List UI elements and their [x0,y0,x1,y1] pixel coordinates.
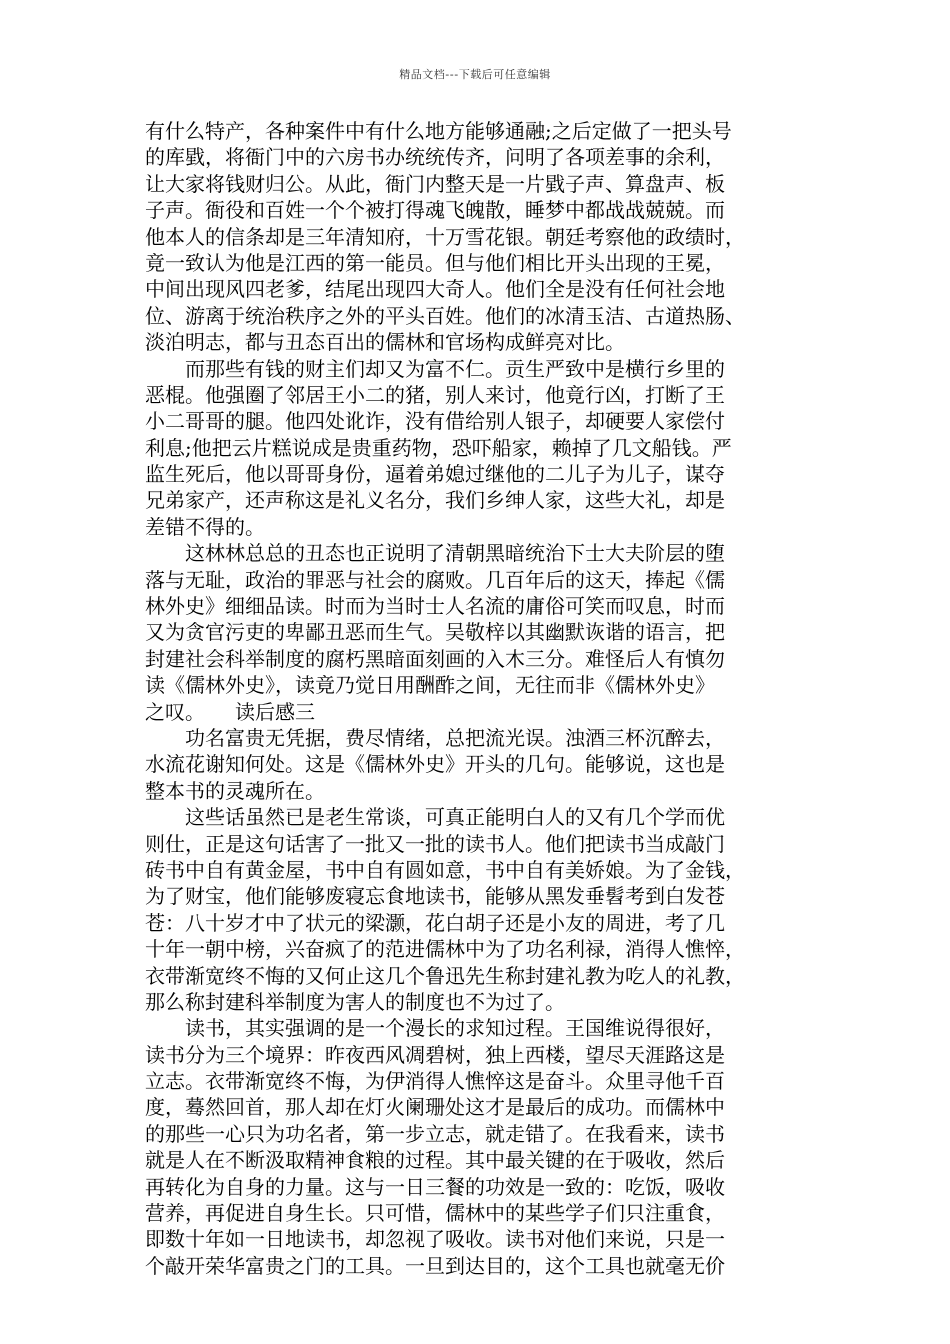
text-line: 子声。衙役和百姓一个个被打得魂飞魄散，睡梦中都战战兢兢。而 [145,198,725,223]
text-line: 为了财宝，他们能够废寝忘食地读书，能够从黑发垂髫考到白发苍 [145,884,725,909]
text-line: 十年一朝中榜，兴奋疯了的范进儒林中为了功名利禄，消得人憔悴， [145,937,745,962]
text-line: 监生死后，他以哥哥身份，逼着弟媳过继他的二儿子为儿子，谋夺 [145,462,725,487]
text-line: 度，蓦然回首，那人却在灯火阑珊处这才是最后的成功。而儒林中 [145,1095,725,1120]
text-line: 竟一致认为他是江西的第一能员。但与他们相比开头出现的王冕， [145,250,725,275]
text-line: 读书分为三个境界：昨夜西风凋碧树，独上西楼，望尽天涯路这是 [145,1042,725,1067]
text-line: 利息;他把云片糕说成是贵重药物，恐吓船家，赖掉了几文船钱。严 [145,435,732,460]
text-line: 这林林总总的丑态也正说明了清朝黑暗统治下士大夫阶层的堕 [145,541,725,566]
text-line: 又为贪官污吏的卑鄙丑恶而生气。吴敬梓以其幽默诙谐的语言，把 [145,620,725,645]
text-line: 读书，其实强调的是一个漫长的求知过程。王国维说得很好， [145,1016,725,1041]
text-line: 这些话虽然已是老生常谈，可真正能明白人的又有几个学而优 [145,805,725,830]
text-line: 营养，再促进自身生长。只可惜，儒林中的某些学子们只注重食， [145,1201,725,1226]
text-line: 个敲开荣华富贵之门的工具。一旦到达目的，这个工具也就毫无价 [145,1253,725,1278]
text-line: 兄弟家产，还声称这是礼义名分，我们乡绅人家，这些大礼，却是 [145,488,725,513]
text-line: 小二哥哥的腿。他四处讹诈，没有借给别人银子，却硬要人家偿付 [145,409,725,434]
text-line: 落与无耻，政治的罪恶与社会的腐败。几百年后的这天，捧起《儒 [145,567,725,592]
text-line: 立志。衣带渐宽终不悔，为伊消得人憔悴这是奋斗。众里寻他千百 [145,1069,725,1094]
text-line: 即数十年如一日地读书，却忽视了吸收。读书对他们来说，只是一 [145,1227,725,1252]
body-text [145,118,827,1279]
text-line: 林外史》细细品读。时而为当时士人名流的庸俗可笑而叹息，时而 [145,594,725,619]
text-line: 水流花谢知何处。这是《儒林外史》开头的几句。能够说，这也是 [145,752,725,777]
text-line: 封建社会科举制度的腐朽黑暗面刻画的入木三分。难怪后人有慎勿 [145,646,725,671]
text-line: 差错不得的。 [145,514,265,539]
text-line: 而那些有钱的财主们却又为富不仁。贡生严致中是横行乡里的 [145,356,725,381]
text-line: 就是人在不断汲取精神食粮的过程。其中最关键的在于吸收，然后 [145,1148,725,1173]
page-header: 精品文档---下载后可任意编辑 [399,68,551,81]
text-line: 的那些一心只为功名者，第一步立志，就走错了。在我看来，读书 [145,1121,725,1146]
text-line: 那么称封建科举制度为害人的制度也不为过了。 [145,989,565,1014]
text-line: 恶棍。他强圈了邻居王小二的猪，别人来讨，他竟行凶，打断了王 [145,382,725,407]
text-line: 砖书中自有黄金屋，书中自有圆如意，书中自有美娇娘。为了金钱， [145,857,745,882]
text-line: 再转化为自身的力量。这与一日三餐的功效是一致的：吃饭，吸收 [145,1174,725,1199]
text-line: 位、游离于统治秩序之外的平头百姓。他们的冰清玉洁、古道热肠、 [145,303,745,328]
text-line: 功名富贵无凭据，费尽情绪，总把流光误。浊酒三杯沉醉去， [145,725,725,750]
text-line: 衣带渐宽终不悔的又何止这几个鲁迅先生称封建礼教为吃人的礼教， [145,963,745,988]
text-line: 有什么特产，各种案件中有什么地方能够通融;之后定做了一把头号 [145,119,732,143]
text-line: 中间出现风四老爹，结尾出现四大奇人。他们全是没有任何社会地 [145,277,725,302]
text-line: 的库戥，将衙门中的六房书办统统传齐，问明了各项差事的余利， [145,145,725,170]
text-line: 苍：八十岁才中了状元的梁灏，花白胡子还是小友的周进，考了几 [145,910,725,935]
text-line: 整本书的灵魂所在。 [145,778,325,803]
text-line: 淡泊明志，都与丑态百出的儒林和官场构成鲜亮对比。 [145,330,625,355]
text-line: 他本人的信条却是三年清知府，十万雪花银。朝廷考察他的政绩时， [145,224,745,249]
text-line: 之叹。 读后感三 [145,699,315,724]
text-line: 让大家将钱财归公。从此，衙门内整天是一片戥子声、算盘声、板 [145,171,725,196]
text-line: 读《儒林外史》，读竟乃觉日用酬酢之间，无往而非《儒林外史》 [145,673,715,698]
text-line: 则仕，正是这句话害了一批又一批的读书人。他们把读书当成敲门 [145,831,725,856]
